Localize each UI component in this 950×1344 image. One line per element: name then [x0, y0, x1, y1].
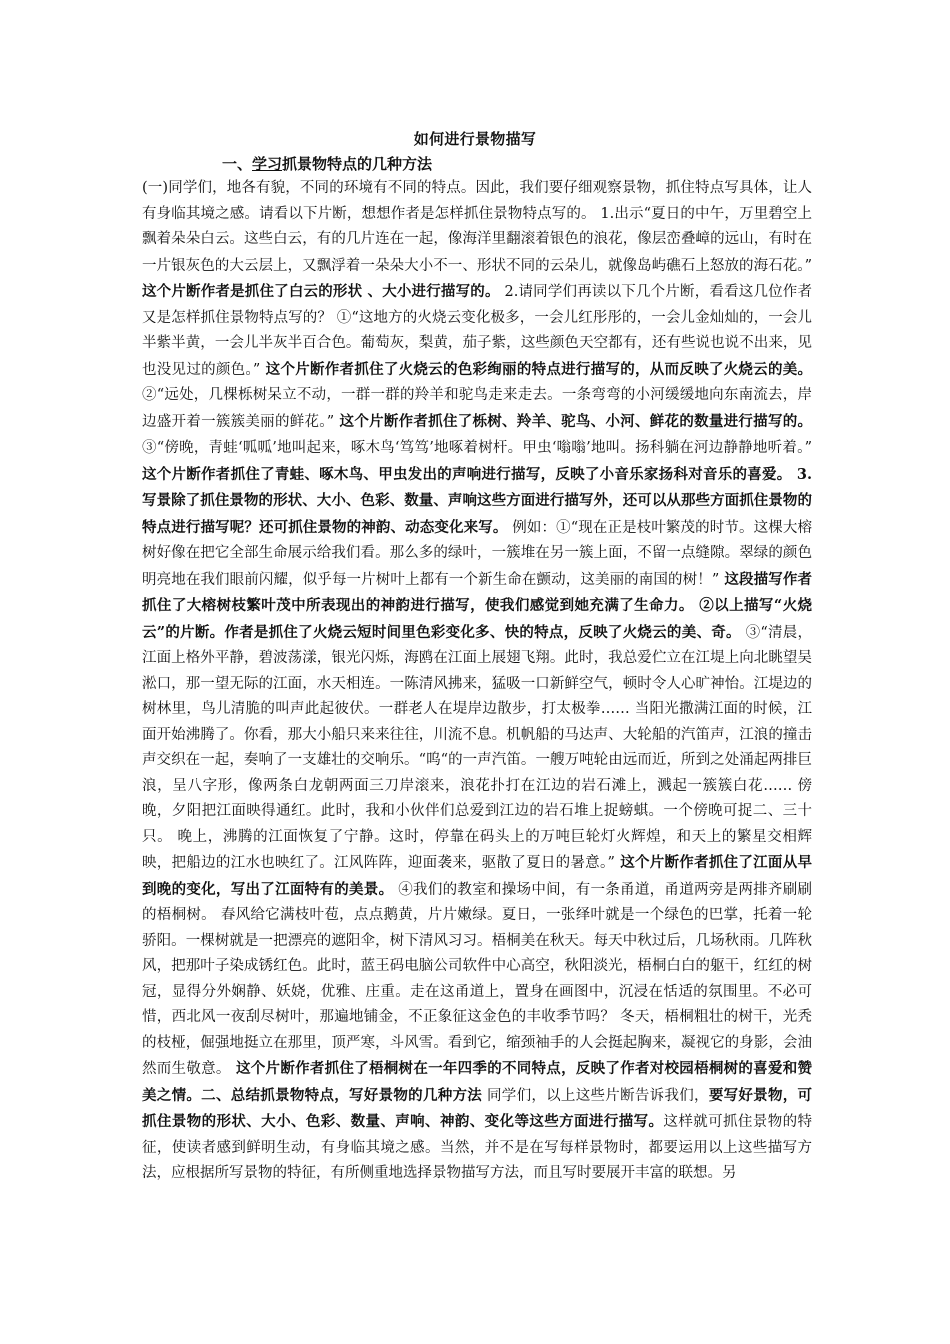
- body-text-segment: (一)同学们，地各有貌，不同的环境有不同的特点。因此，我们要仔细观察景物，抓住特点写具体，让人有身临其境之感。请看以下片断，想想作者是怎样抓住景物特点写的。 1.出示“夏日的中午，万里碧空上飘着朵朵白云。这些白云，有的几片连在一起，像海洋里翻滚着银色的浪花，像层峦叠嶂的远山，有时在一片银灰色的大云层上，又飘浮着一朵朵大小不一、形状不同的云朵儿，就像岛屿礁石上怒放的海石花。”: [142, 180, 812, 274]
- emphasized-text: 这个片断作者抓住了青蛙、啄木鸟、甲虫发出的声响进行描写，反映了小音乐家扬科对音乐的喜爱。 3.写景除了抓住景物的形状、大小、色彩、数量、声响这些方面进行描写外，还可以从那些方面抓住景物的特点进行描写呢？还可抓住景物的神韵、动态变化来写。: [142, 465, 812, 536]
- emphasized-text: 这个片断作者是抓住了白云的形状 、大小进行描写的。: [142, 283, 500, 300]
- emphasized-text: 二、总结抓景物特点，写好景物的几种方法: [201, 1086, 483, 1104]
- body-text-segment: 例如：①“现在正是枝叶繁茂的时节。这棵大榕树好像在把它全部生命展示给我们看。那么多的绿叶，一簇堆在另一簇上面，不留一点缝隙。翠绿的颜色明亮地在我们眼前闪耀，似乎每一片树叶上都有一个新生命在颤动，这美丽的南国的树！”: [142, 519, 813, 588]
- section-heading-1-prefix: 一、: [222, 155, 253, 173]
- section-heading-1: [222, 154, 432, 174]
- emphasized-text: 这个片断作者抓住了火烧云的色彩绚丽的特点进行描写的，从而反映了火烧云的美。: [260, 360, 813, 378]
- body-paragraph: [142, 176, 812, 1187]
- body-text-segment: ③“傍晚，青蛙‘呱呱’地叫起来，啄木鸟‘笃笃’地啄着树杆。甲虫‘嗡嗡’地叫。扬科躺在河边静静地听着。”: [142, 440, 812, 456]
- body-text-segment: 这样就可抓住景物的特征，使读者感到鲜明生动，有身临其境之感。当然，并不是在写每样景物时，都要运用以上这些描写方法，应根据所写景物的特征，有所侧重地选择景物描写方法，而且写时要展开丰富的联想。另: [142, 1114, 813, 1181]
- body-text-segment: ④我们的教室和操场中间，有一条甬道，甬道两旁是两排齐刷刷的梧桐树。 春风给它满枝叶苞，点点鹅黄，片片嫩绿。夏日，一张绎叶就是一个绿色的巴掌，托着一轮骄阳。一棵树就是一把漂亮的遮阳伞，树下清风习习。梧桐美在秋天。每天中秋过后，几场秋雨。几阵秋风，把那叶子染成锈红色。此时，蓝王码电脑公司软件中心高空，秋阳淡光，梧桐白白的躯干，红红的树冠，显得分外娴静、妖娆，优雅、庄重。走在这甬道上，置身在画图中，沉浸在恬适的氛围里。不必可惜，西北风一夜刮尽树叶，那遍地铺金，不正象征这金色的丰收季节吗？ 冬天，梧桐粗壮的树干，光秃的枝桠，倔强地挺立在那里，顶严寒，斗风雪。看到它，缩颈袖手的人会挺起胸来，凝视它的身影，会油然而生敬意。: [142, 881, 813, 1077]
- body-text-segment: 2.请同学们再读以下几个片断，看看这几位作者又是怎样抓住景物特点写的？ ①“这地方的火烧云变化极多，一会儿红彤彤的，一会儿金灿灿的，一会儿半紫半黄，一会儿半灰半百合色。葡萄灰，梨黄，茄子紫，这些颜色天空都有，还有些说也说不出来，见也没见过的颜色。”: [142, 284, 812, 378]
- body-text-segment: ③“清晨，江面上格外平静，碧波荡漾，银光闪烁，海鸥在江面上展翅飞翔。此时，我总爱伫立在江堤上向北眺望吴淞口，那一望无际的江面，水天相连。一陈清风拂来，猛吸一口新鲜空气，顿时令人心旷神怡。江堤边的树林里，鸟儿清脆的叫声此起彼伏。一群老人在堤岸边散步，打太极拳…… 当阳光撒满江面的时候，江面开始沸腾了。你看，那大小船只来来往往，川流不息。机帆船的马达声、大轮船的汽笛声，江浪的撞击声交织在一起，奏响了一支雄壮的交响乐。“呜“的一声汽笛。一艘万吨轮由远而近，所到之处涌起两排巨浪，呈八字形，像两条白龙朝两面三刀岸滚来，浪花扑打在江边的岩石滩上，溅起一簇簇白花…… 傍晚，夕阳把江面映得通红。此时，我和小伙伴们总爱到江边的岩石堆上捉螃蜞。一个傍晚可捉二、三十只。 晚上，沸腾的江面恢复了宁静。这时，停靠在码头上的万吨巨轮灯火辉煌，和天上的繁星交相辉映，把船边的江水也映红了。江风阵阵，迎面袭来，驱散了夏日的暑意。”: [142, 624, 812, 871]
- body-text-segment: ②“远处，几棵栎树呆立不动，一群一群的羚羊和驼鸟走来走去。一条弯弯的小河缓缓地向东南流去，岸边盛开着一簇簇美丽的鲜花。”: [142, 387, 812, 430]
- emphasized-text: 这个片断作者抓住了梧桐树在一年四季的不同特点，反映了作者对校园梧桐树的喜爱和赞美之情。: [142, 1060, 813, 1104]
- emphasized-text: 要写好景物，可抓住景物的形状、大小、色彩、数量、声响、神韵、变化等这些方面进行描写。: [142, 1086, 813, 1130]
- emphasized-text: 这个片断作者抓住了栎树、羚羊、驼鸟、小河、鲜花的数量进行描写的。: [334, 412, 812, 430]
- section-heading-1-underlined: 学习: [252, 155, 283, 173]
- body-text-segment: 同学们，以上这些片断告诉我们，: [482, 1087, 709, 1104]
- emphasized-text: 这个片断作者抓住了江面从早到晚的变化，写出了江面特有的美景。: [142, 854, 812, 898]
- document-title: 如何进行景物描写: [413, 130, 537, 148]
- emphasized-text: 这段描写作者抓住了大榕树枝繁叶茂中所表现出的神韵进行描写，使我们感觉到她充满了生命力。 ②以上描写“火烧云”的片断。作者是抓住了火烧云短时间里色彩变化多、快的特点，反映了火烧云的美、奇。: [142, 570, 812, 641]
- section-heading-1-rest: 抓景物特点的几种方法: [282, 155, 433, 173]
